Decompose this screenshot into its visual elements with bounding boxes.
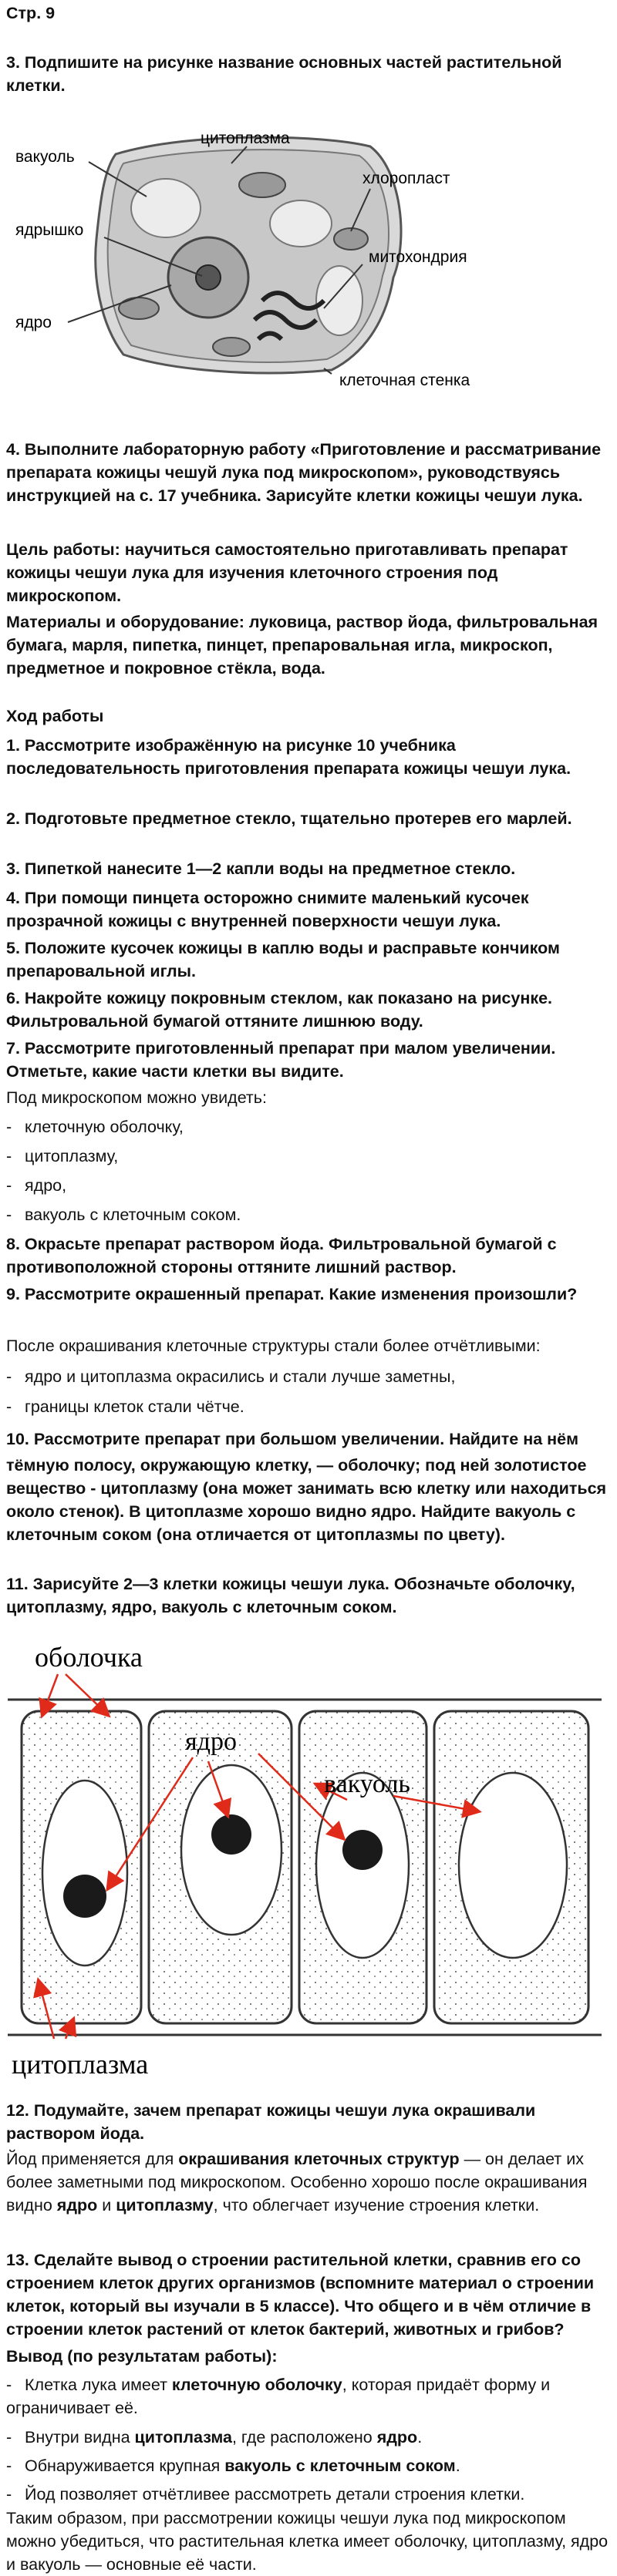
label-cell-wall: клеточная стенка — [339, 372, 470, 389]
onion-vacuole-1 — [42, 1781, 127, 1966]
progress-title: Ход работы — [6, 707, 104, 725]
step-11: 11. Зарисуйте 2—3 клетки кожицы чешуи лука. Обозначьте оболочку, цитоплазму, ядро, вакуоль с клеточным соком. — [6, 1575, 575, 1616]
step7-answer-item: - клеточную оболочку, — [6, 1118, 184, 1136]
label-chloroplast: хлоропласт — [362, 170, 450, 187]
conclusion-item: - Внутри видна цитоплазма, где расположено ядро. — [6, 2428, 423, 2447]
step7-answer-item: - вакуоль с клеточным соком. — [6, 1206, 241, 1224]
step-10-question: 10. Рассмотрите препарат при большом увеличении. Найдите на нём — [6, 1430, 578, 1448]
nucleolus-shape — [196, 265, 221, 290]
onion-cells-drawing — [0, 1634, 617, 2089]
task3-question: 3. Подпишите на рисунке название основных частей растительной клетки. — [6, 53, 562, 95]
chloroplast-shape-2 — [334, 228, 368, 250]
onion-nucleus-2 — [211, 1814, 251, 1855]
label-mitochondria: митохондрия — [369, 248, 467, 266]
drawing-label-nucleus: ядро — [185, 1727, 237, 1756]
label-nucleus: ядро — [15, 314, 52, 331]
task4-goal: Цель работы: научиться самостоятельно приготавливать препарат кожицы чешуи лука для изучения клеточного строения под микроскопом. — [6, 540, 568, 605]
step9-answer-intro: После окрашивания клеточные структуры стали более отчётливыми: — [6, 1337, 541, 1355]
onion-nucleus-1 — [63, 1875, 106, 1918]
task12-question: 12. Подумайте, зачем препарат кожицы чешуи лука окрашивали раствором йода. — [6, 2101, 536, 2143]
chloroplast-shape-3 — [119, 298, 159, 319]
step7-answer-item: - цитоплазму, — [6, 1147, 119, 1165]
task4-materials: Материалы и оборудование: луковица, раствор йода, фильтровальная бумага, марля, пипетка, пинцет, препаровальная игла, микроскоп, предметное и покровное стёкла, вода. — [6, 613, 598, 678]
task12-answer: Йод применяется для окрашивания клеточных структур — он делает их более заметными под микроскопом. Особенно хорошо после окрашивания видно ядро и цитоплазму, что облегчает изучение строения клетки. — [6, 2150, 588, 2214]
step7-answer-item: - ядро, — [6, 1176, 67, 1195]
conclusion-item: - Клетка лука имеет клеточную оболочку, которая придаёт форму и ограничивает её. — [6, 2376, 551, 2417]
chloroplast-shape — [239, 173, 285, 197]
step7-answer-intro: Под микроскопом можно увидеть: — [6, 1088, 267, 1107]
step9-answer-item: - границы клеток стали чётче. — [6, 1397, 244, 1416]
drawing-label-vacuole: вакуоль — [324, 1770, 410, 1798]
step-10-answer: тёмную полосу, окружающую клетку, — оболочку; под ней золотистое вещество - цитоплазму (она может занимать всю клетку или находиться около стенок). В цитоплазме хорошо видно ядро. Найдите вакуоль с клеточным соком (она отличается от цитоплазмы по цвету). — [6, 1456, 607, 1544]
step-5: 5. Положите кусочек кожицы в каплю воды и расправьте кончиком препаровальной иглы. — [6, 939, 560, 980]
page-label: Стр. 9 — [6, 4, 56, 22]
label-nucleolus: ядрышко — [15, 221, 84, 239]
vacuole-shape — [131, 179, 201, 237]
task13-question: 13. Сделайте вывод о строении растительной клетки, сравнив его со строением клеток других организмов (вспомните материал о строении клеток, который вы изучали в 5 классе). Что общего и в чём отличие в строении клеток растений от клеток бактерий, животных и грибов? — [6, 2251, 595, 2339]
final-conclusion: Таким образом, при рассмотрении кожицы чешуи лука под микроскопом можно убедиться, что растительная клетка имеет оболочку, цитоплазму, ядро и вакуоль — основные её части. — [6, 2509, 609, 2574]
step-9: 9. Рассмотрите окрашенный препарат. Какие изменения произошли? — [6, 1285, 578, 1303]
drawing-label-cytoplasm: цитоплазма — [12, 2049, 149, 2080]
task4-question: 4. Выполните лабораторную работу «Приготовление и рассматривание препарата кожицы чешуй лука под микроскопом», руководствуясь инструкцией на с. 17 учебника. Зарисуйте клетки кожицы чешуи лука. — [6, 440, 602, 505]
step-3: 3. Пипеткой нанесите 1—2 капли воды на предметное стекло. — [6, 859, 516, 878]
step-6: 6. Накройте кожицу покровным стеклом, как показано на рисунке. Фильтровальной бумагой оттяните лишнюю воду. — [6, 989, 553, 1031]
step-7: 7. Рассмотрите приготовленный препарат при малом увеличении. Отметьте, какие части клетки вы видите. — [6, 1039, 556, 1081]
step-8: 8. Окрасьте препарат раствором йода. Фильтровальной бумагой с противоположной стороны оттяните лишний раствор. — [6, 1235, 557, 1276]
plant-cell-figure — [0, 123, 617, 401]
conclusion-title: Вывод (по результатам работы): — [6, 2347, 278, 2366]
drawing-label-membrane: оболочка — [35, 1642, 143, 1673]
step-1: 1. Рассмотрите изображённую на рисунке 10 учебника последовательность приготовления препарата кожицы чешуи лука. — [6, 736, 571, 778]
label-cytoplasm: цитоплазма — [201, 129, 290, 147]
onion-vacuole-4 — [459, 1773, 567, 1958]
step-4: 4. При помощи пинцета осторожно снимите маленький кусочек прозрачной кожицы с внутренней поверхности чешуи лука. — [6, 889, 529, 930]
vacuole-shape-2 — [270, 200, 332, 247]
step9-answer-item: - ядро и цитоплазма окрасились и стали лучше заметны, — [6, 1367, 456, 1386]
onion-nucleus-3 — [342, 1830, 383, 1870]
conclusion-item: - Обнаруживается крупная вакуоль с клеточным соком. — [6, 2457, 460, 2475]
conclusion-item: - Йод позволяет отчётливее рассмотреть детали строения клетки. — [6, 2485, 525, 2504]
step-2: 2. Подготовьте предметное стекло, тщательно протерев его марлей. — [6, 809, 572, 828]
label-vacuole: вакуоль — [15, 148, 75, 166]
chloroplast-shape-4 — [213, 338, 250, 356]
